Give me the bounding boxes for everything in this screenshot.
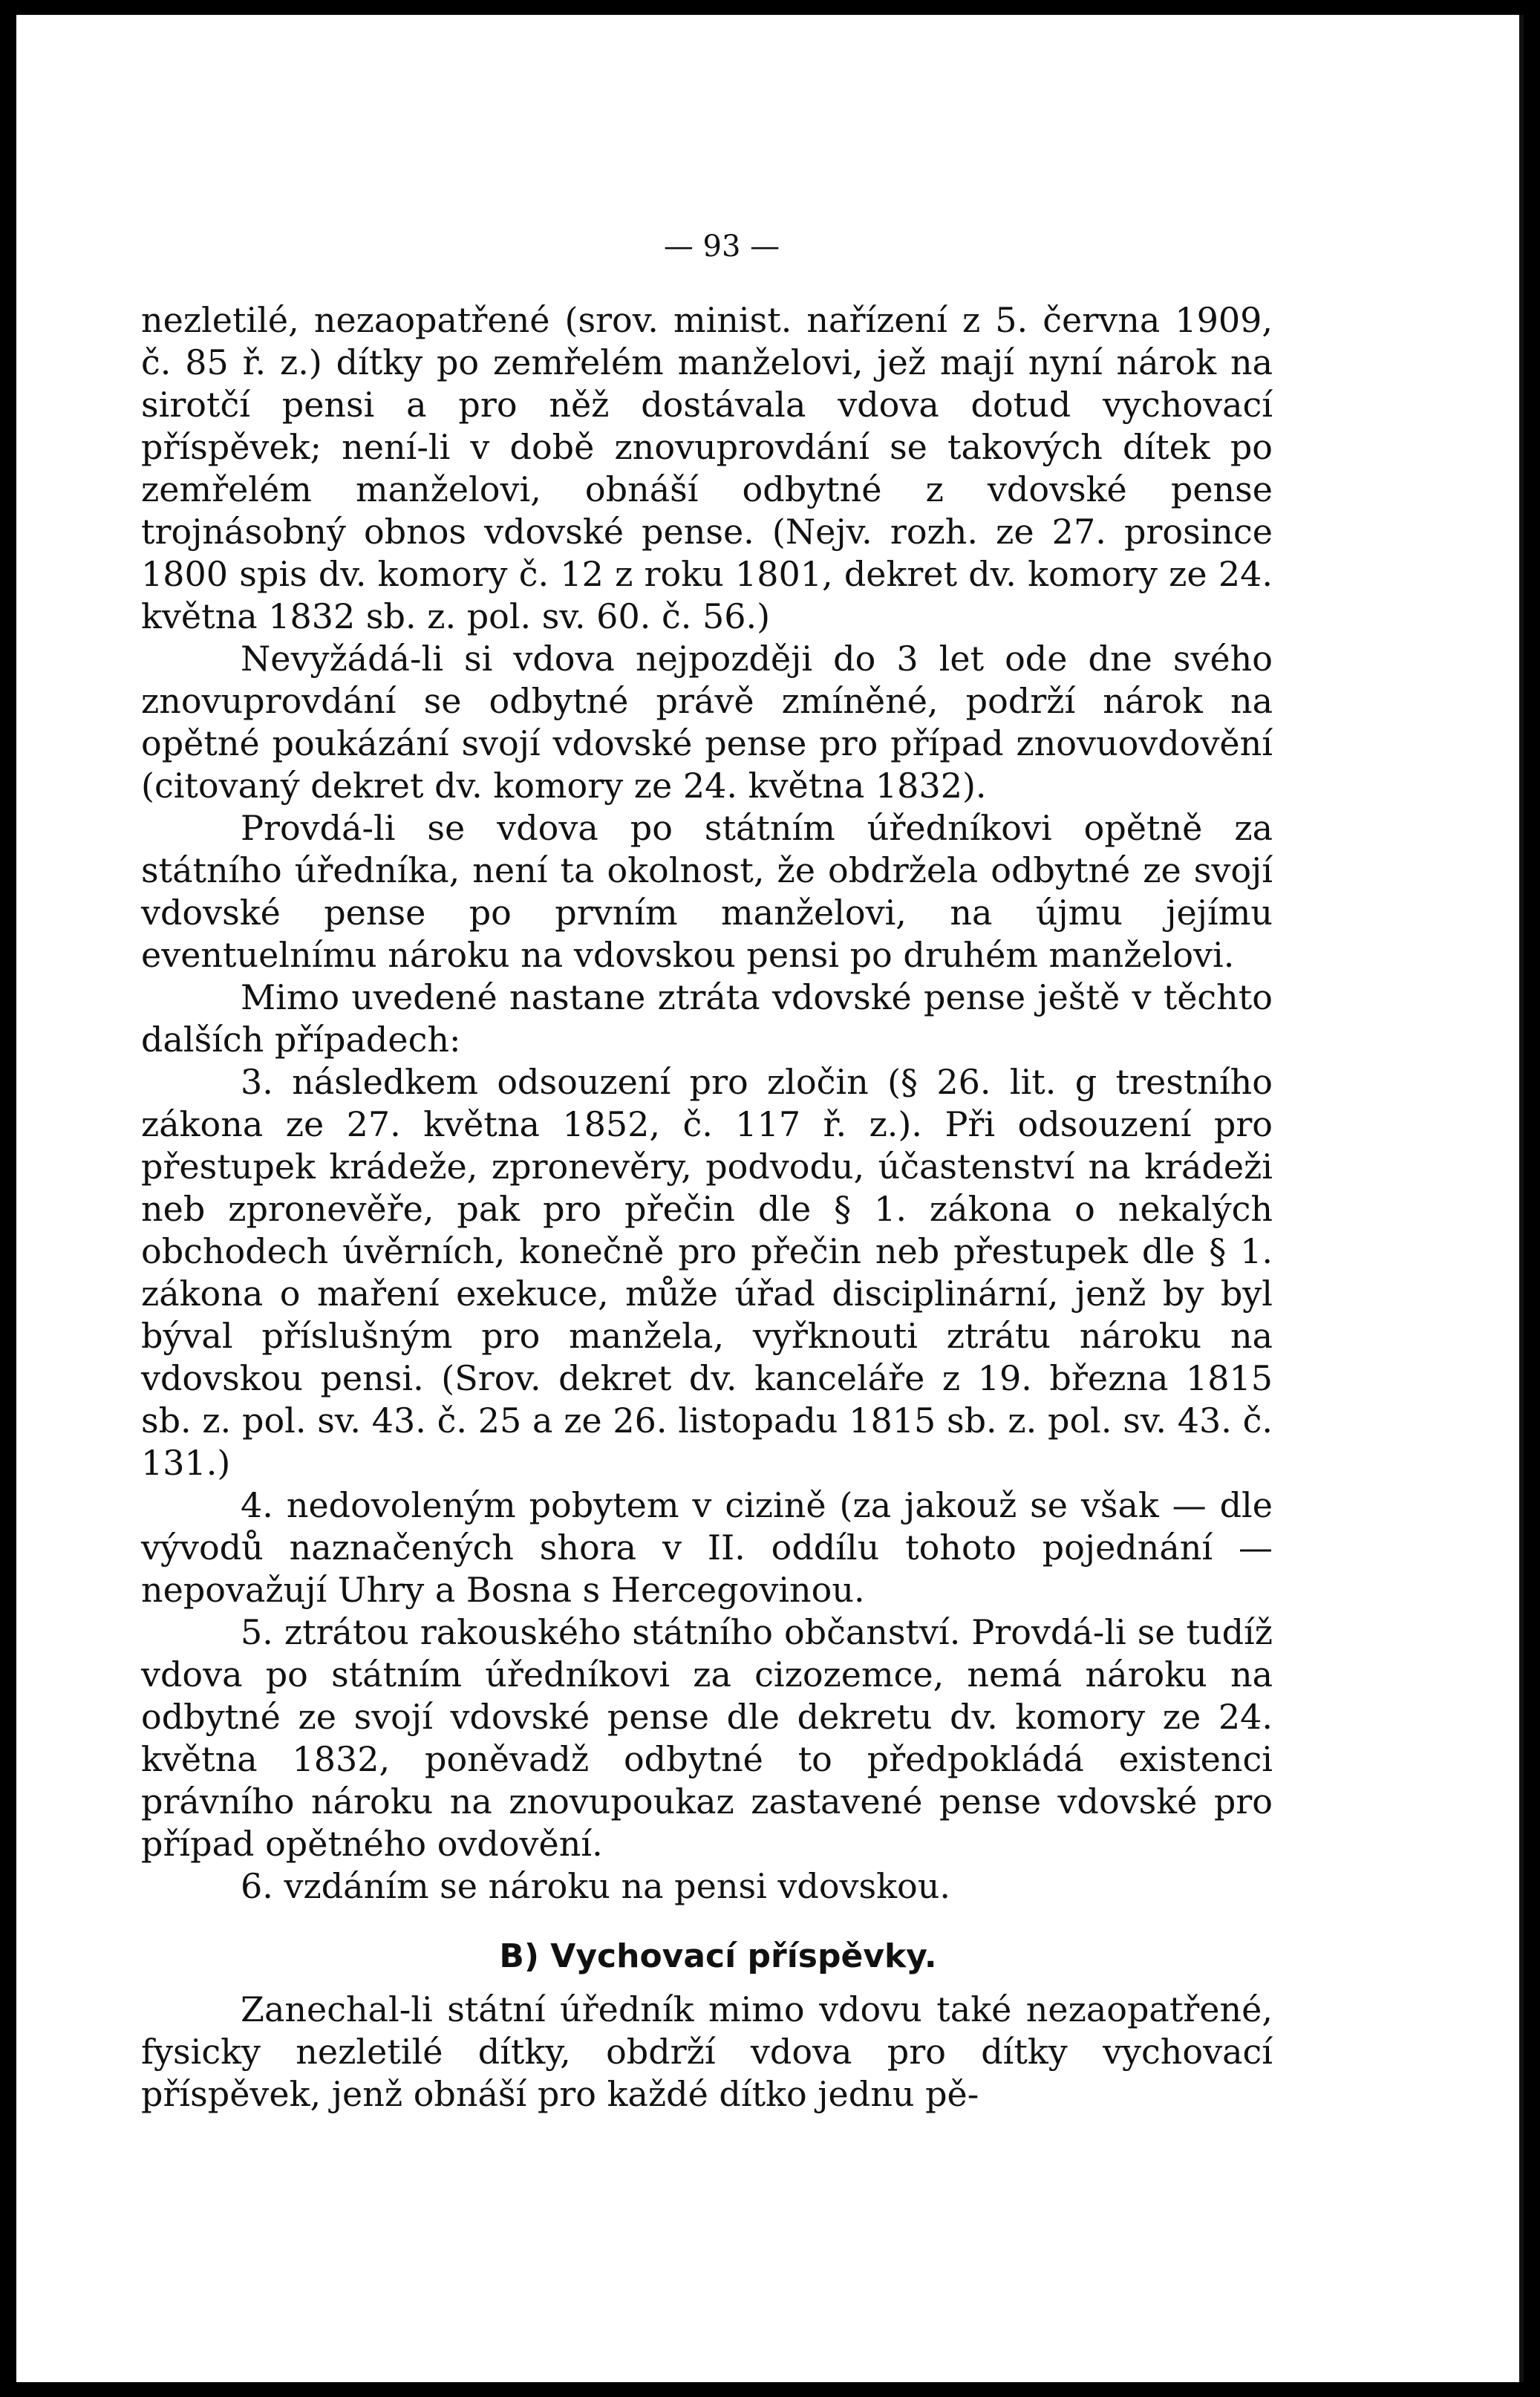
page-content: [141, 226, 1273, 2116]
paragraph: Zanechal-li státní úředník mimo vdovu také nezaopatřené, fysicky nezletilé dítky, obdrží vdova pro dítky vychovací příspěvek, jenž obnáší pro každé dítko jednu pě-: [141, 1989, 1273, 2114]
paragraph-continuation: nezletilé, nezaopatřené (srov. minist. nařízení z 5. června 1909, č. 85 ř. z.) dítky po zemřelém manželovi, jež mají nyní nárok na sirotčí pensi a pro něž dostávala vdova dotud vychovací příspěvek; není-li v době znovuprovdání se takových dítek po zemřelém manželovi, obnáší odbytné z vdovské pense trojnásobný obnos vdovské pense. (Nejv. rozh. ze 27. prosince 1800 spis dv. komory č. 12 z roku 1801, dekret dv. komory ze 24. května 1832 sb. z. pol. sv. 60. č. 56.): [141, 300, 1273, 636]
section-heading: B) Vychovací příspěvky.: [499, 1937, 937, 1975]
paragraph: Nevyžádá-li si vdova nejpozději do 3 let ode dne svého znovuprovdání se odbytné právě zmíněné, podrží nárok na opětné poukázání svojí vdovské pense pro případ znovuovdovění (citovaný dekret dv. komory ze 24. května 1832).: [141, 639, 1273, 806]
document-page: [16, 15, 1524, 2382]
list-item-4: 4. nedovoleným pobytem v cizině (za jakouž se však — dle vývodů naznačených shora v II. oddílu tohoto pojednání — nepovažují Uhry a Bosna s Hercegovinou.: [141, 1485, 1273, 1610]
list-item-3: 3. následkem odsouzení pro zločin (§ 26. lit. g trestního zákona ze 27. května 1852, č. 117 ř. z.). Při odsouzení pro přestupek krádeže, zpronevěry, podvodu, účastenství na krádeži neb zpronevěře, pak pro přečin dle § 1. zákona o nekalých obchodech úvěrních, konečně pro přečin neb přestupek dle § 1. zákona o maření exekuce, může úřad disciplinární, jenž by byl býval příslušným pro manžela, vyřknouti ztrátu nároku na vdovskou pensi. (Srov. dekret dv. kanceláře z 19. března 1815 sb. z. pol. sv. 43. č. 25 a ze 26. listopadu 1815 sb. z. pol. sv. 43. č. 131.): [141, 1062, 1273, 1483]
page-number: — 93 —: [663, 229, 780, 264]
paragraph: Mimo uvedené nastane ztráta vdovské pense ještě v těchto dalších případech:: [141, 977, 1273, 1060]
list-item-5: 5. ztrátou rakouského státního občanství. Provdá-li se tudíž vdova po státním úředníkovi za cizozemce, nemá nároku na odbytné ze svojí vdovské pense dle dekretu dv. komory ze 24. května 1832, poněvadž odbytné to předpokládá existenci právního nároku na znovupoukaz zastavené pense vdovské pro případ opětného ovdovění.: [141, 1612, 1273, 1864]
list-item-6: 6. vzdáním se nároku na pensi vdovskou.: [241, 1866, 950, 1906]
paragraph: Provdá-li se vdova po státním úředníkovi opětně za státního úředníka, není ta okolnost, že obdržela odbytné ze svojí vdovské pense po prvním manželovi, na újmu jejímu eventuelnímu nároku na vdovskou pensi po druhém manželovi.: [141, 808, 1273, 975]
